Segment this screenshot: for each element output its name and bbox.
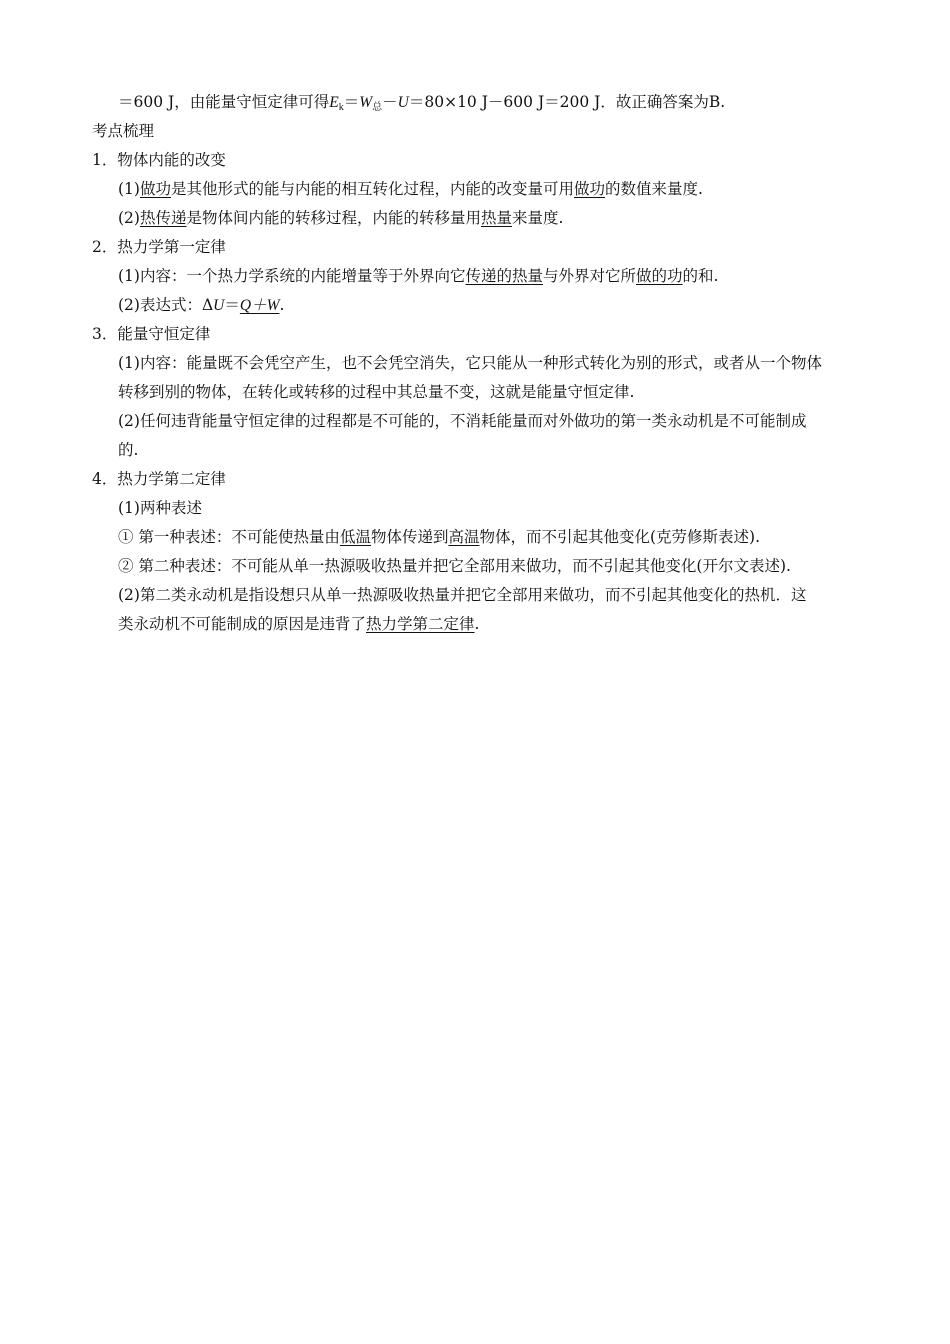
underlined-term: 传递的热量 [465,267,543,285]
equals-sign: ＝ [343,93,360,111]
underlined-term: 高温 [448,528,480,546]
underlined-term: 低温 [339,528,371,546]
section-3-item-2-line-1: (2)任何违背能量守恒定律的过程都是不可能的，不消耗能量而对外做功的第一类永动机是不可能制成 [118,412,807,430]
section-3-title: 3．能量守恒定律 [92,325,211,343]
section-3-item-2-line-2: 的. [118,441,139,459]
section-4-statement-2: ② 第二种表述：不可能从单一热源吸收热量并把它全部用来做功，而不引起其他变化(开尔文表述). [118,557,791,575]
underlined-term: 做的功 [636,267,683,285]
section-2-title: 2．热力学第一定律 [92,238,226,256]
section-4-statement-1: ① 第一种表述：不可能使热量由低温物体传递到高温物体，而不引起其他变化(克劳修斯表述). [118,528,761,546]
section-2-item-2: (2)表达式：ΔU＝Q＋W. [118,296,285,314]
underlined-term: 做功 [139,180,171,198]
u-symbol: U [213,297,225,314]
formula: Q＋W [239,297,280,314]
section-heading: 考点梳理 [92,122,155,140]
ek-symbol: $E_k$ [329,94,344,113]
underlined-term: 热量 [481,209,513,227]
w-symbol: $W_总$ [359,94,383,113]
intro-line [118,88,725,122]
section-3-item-1-line-1: (1)内容：能量既不会凭空产生，也不会凭空消失，它只能从一种形式转化为别的形式，或者从一个物体 [118,354,822,372]
section-1-item-1: (1)做功是其他形式的能与内能的相互转化过程，内能的改变量可用做功的数值来量度. [118,180,703,198]
section-4-item-2-line-1: (2)第二类永动机是指设想只从单一热源吸收热量并把它全部用来做功，而不引起其他变化的热机．这 [118,586,807,604]
section-4-subheading: (1)两种表述 [118,499,202,517]
intro-text: ＝600 J，由能量守恒定律可得 [118,93,330,111]
section-2-item-1: (1)内容：一个热力学系统的内能增量等于外界向它传递的热量与外界对它所做的功的和. [118,267,719,285]
section-4-title: 4．热力学第二定律 [92,470,226,488]
u-symbol: U [397,94,409,111]
underlined-term: 做功 [574,180,606,198]
section-1-title: 1．物体内能的改变 [92,151,226,169]
minus-sign: － [382,93,398,111]
section-1-item-2: (2)热传递是物体间内能的转移过程，内能的转移量用热量来量度. [118,209,564,227]
underlined-term: 热力学第二定律 [366,615,475,633]
underlined-term: 热传递 [139,209,187,227]
intro-result: ＝80×10 J－600 J＝200 J．故正确答案为B. [408,93,726,111]
section-4-item-2-line-2: 类永动机不可能制成的原因是违背了热力学第二定律. [118,615,480,633]
section-3-item-1-line-2: 转移到别的物体，在转化或转移的过程中其总量不变，这就是能量守恒定律. [118,383,635,401]
